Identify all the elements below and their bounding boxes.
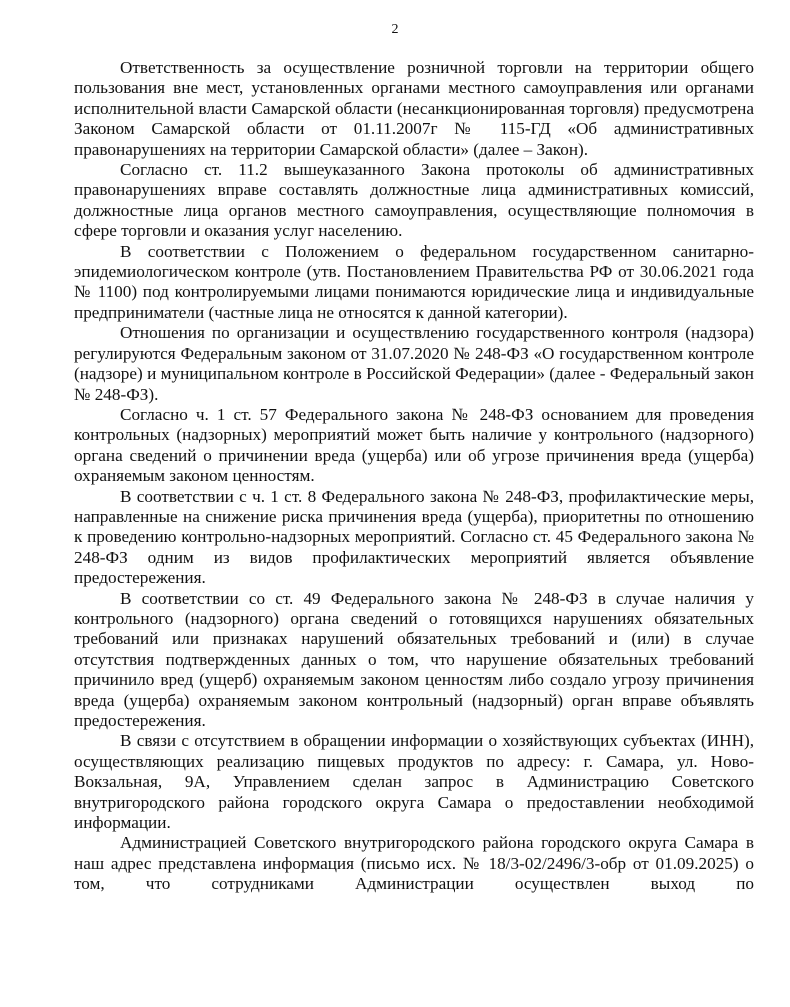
paragraph-federal-law-248: Отношения по организации и осуществлению государственного контроля (надзора) регулируются Федеральным законом от 31.07.2020 № 248-ФЗ «О государственном контроле (надзоре) и муниципальном контроле в Российской Федерации» (далее - Федеральный закон № 248-ФЗ). (74, 323, 754, 404)
paragraph-article-57: Согласно ч. 1 ст. 57 Федерального закона № 248-ФЗ основанием для проведения контрольных (надзорных) мероприятий может быть наличие у контрольного (надзорного) органа сведений о причинении вреда (ущерба) или об угрозе причинения вреда (ущерба) охраняемым законом ценностям. (74, 404, 754, 486)
paragraph-liability: Ответственность за осуществление розничной торговли на территории общего пользования вне мест, установленных органами местного самоуправления или органами исполнительной власти Самарской области (несанкционированная торговля) предусмотрена Законом Самарской области от 01.11.2007г № 115-ГД «Об административных правонарушениях на территории Самарской области» (далее – Закон). (74, 58, 754, 159)
paragraph-article-8: В соответствии с ч. 1 ст. 8 Федерального закона № 248-ФЗ, профилактические меры, направленные на снижение риска причинения вреда (ущерба), приоритетны по отношению к проведению контрольно-надзорных мероприятий. Согласно ст. 45 Федерального закона № 248-ФЗ одним из видов профилактических мероприятий является объявление предостережения. (74, 486, 754, 588)
paragraph-article-11-2: Согласно ст. 11.2 вышеуказанного Закона протоколы об административных правонарушениях вправе составлять должностные лица административных комиссий, должностные лица органов местного самоуправления, осуществляющие полномочия в сфере торговли и оказания услуг населению. (74, 160, 754, 241)
paragraph-article-49: В соответствии со ст. 49 Федерального закона № 248-ФЗ в случае наличия у контрольного (надзорного) органа сведений о готовящихся нарушениях обязательных требований или признаках нарушений обязательных требований и (или) в случае отсутствия подтвержденных данных о том, что нарушение обязательных требований причинило вред (ущерб) охраняемым законом ценностям либо создало угрозу причинения вреда (ущерба) охраняемым законом контрольный (надзорный) орган вправе объявлять предостережения. (74, 588, 754, 730)
document-body (74, 58, 754, 895)
paragraph-sanitary-control: В соответствии с Положением о федеральном государственном санитарно-эпидемиологическом контроле (утв. Постановлением Правительства РФ от 30.06.2021 года № 1100) под контролируемыми лицами понимаются юридические лица и индивидуальные предприниматели (частные лица не относятся к данной категории). (74, 241, 754, 322)
page-number: 2 (391, 22, 399, 37)
paragraph-inn-request: В связи с отсутствием в обращении информации о хозяйствующих субъектах (ИНН), осуществляющих реализацию пищевых продуктов по адресу: г. Самара, ул. Ново-Вокзальная, 9А, Управлением сделан запрос в Администрацию Советского внутригородского района городского округа Самара о предоставлении необходимой информации. (74, 731, 754, 833)
paragraph-administration-reply: Администрацией Советского внутригородского района городского округа Самара в наш адрес представлена информация (письмо исх. № 18/3-02/2496/3-обр от 01.09.2025) о том, что сотрудниками Администрации осуществлен выход по (74, 833, 754, 894)
